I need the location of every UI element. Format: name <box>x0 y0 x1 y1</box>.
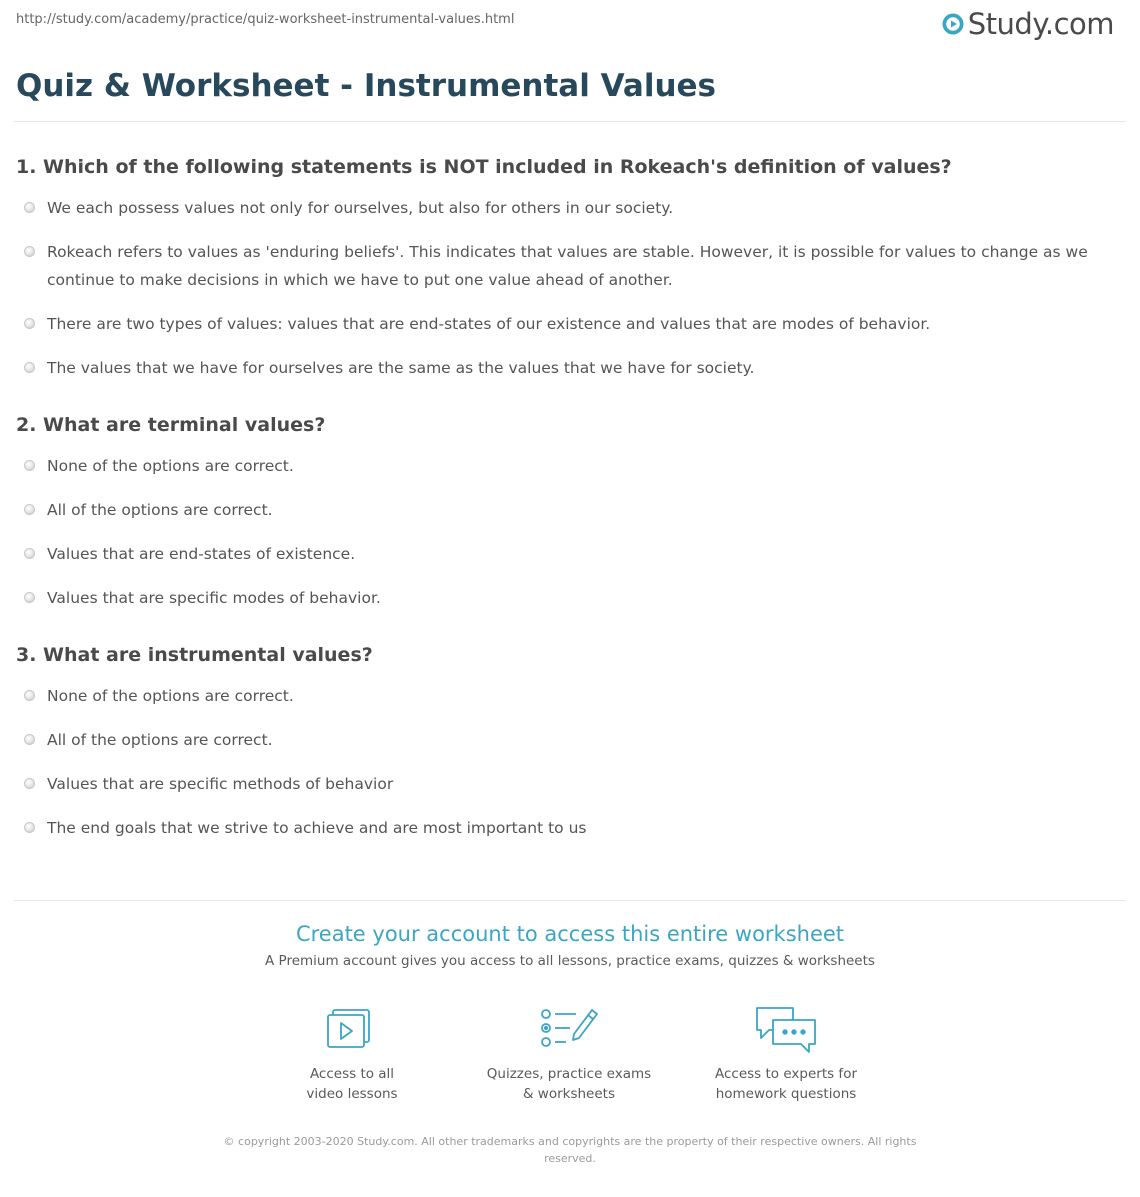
feature-label: Access to experts for homework questions <box>714 1066 857 1102</box>
play-logo-icon <box>942 13 964 35</box>
cta-subtitle: A Premium account gives you access to all lessons, practice exams, quizzes & worksheets <box>265 953 875 969</box>
radio-button-icon[interactable] <box>24 362 35 373</box>
answer-option[interactable] <box>16 496 1124 524</box>
question-1 <box>16 154 1124 382</box>
answer-option[interactable] <box>16 814 1124 842</box>
answer-option[interactable] <box>16 452 1124 480</box>
question-text: 3. What are instrumental values? <box>16 644 373 666</box>
option-label: All of the options are correct. <box>47 501 273 519</box>
question-2 <box>16 412 1124 612</box>
video-lessons-icon <box>319 1004 385 1056</box>
question-3 <box>16 642 1124 842</box>
radio-button-icon[interactable] <box>24 246 35 257</box>
feature-label: Access to all video lessons <box>306 1066 398 1102</box>
answer-option[interactable] <box>16 726 1124 754</box>
answer-option[interactable] <box>16 238 1124 294</box>
feature-label: Quizzes, practice exams & worksheets <box>486 1066 652 1102</box>
feature-quizzes <box>469 1004 669 1104</box>
radio-button-icon[interactable] <box>24 690 35 701</box>
question-text: 1. Which of the following statements is NOT included in Rokeach's definition of values? <box>16 156 952 178</box>
radio-button-icon[interactable] <box>24 504 35 515</box>
radio-button-icon[interactable] <box>24 318 35 329</box>
option-label: We each possess values not only for ourselves, but also for others in our society. <box>47 199 674 217</box>
chat-bubbles-icon <box>753 1004 819 1056</box>
radio-button-icon[interactable] <box>24 202 35 213</box>
option-label: None of the options are correct. <box>47 687 294 705</box>
page-title: Quiz & Worksheet - Instrumental Values <box>16 68 717 104</box>
option-label: All of the options are correct. <box>47 731 273 749</box>
option-label: The end goals that we strive to achieve and are most important to us <box>47 819 587 837</box>
answer-option[interactable] <box>16 540 1124 568</box>
question-list <box>16 154 1124 872</box>
answer-option[interactable] <box>16 194 1124 222</box>
quiz-checklist-icon <box>536 1004 602 1056</box>
feature-experts <box>686 1004 886 1104</box>
radio-button-icon[interactable] <box>24 548 35 559</box>
answer-option[interactable] <box>16 584 1124 612</box>
option-label: Values that are end-states of existence. <box>47 545 356 563</box>
title-divider <box>14 121 1126 122</box>
question-text: 2. What are terminal values? <box>16 414 326 436</box>
answer-option[interactable] <box>16 682 1124 710</box>
answer-options <box>16 682 1124 842</box>
answer-options <box>16 452 1124 612</box>
create-account-link[interactable]: Create your account to access this entire worksheet <box>295 922 845 946</box>
answer-option[interactable] <box>16 310 1124 338</box>
option-label: There are two types of values: values that are end-states of our existence and values that are modes of behavior. <box>47 315 931 333</box>
option-label: The values that we have for ourselves are the same as the values that we have for society. <box>47 359 755 377</box>
footer-copyright: © copyright 2003-2020 Study.com. All other trademarks and copyrights are the property of their respective owners. All rights reserved. <box>223 1135 917 1165</box>
logo-text: Study.com <box>967 7 1114 41</box>
radio-button-icon[interactable] <box>24 460 35 471</box>
radio-button-icon[interactable] <box>24 734 35 745</box>
top-bar <box>0 0 1140 50</box>
answer-option[interactable] <box>16 354 1124 382</box>
radio-button-icon[interactable] <box>24 778 35 789</box>
option-label: Values that are specific modes of behavior. <box>47 589 381 607</box>
option-label: Values that are specific methods of behavior <box>47 775 394 793</box>
radio-button-icon[interactable] <box>24 822 35 833</box>
answer-options <box>16 194 1124 382</box>
study-logo[interactable] <box>942 6 1114 42</box>
answer-option[interactable] <box>16 770 1124 798</box>
cta-divider <box>14 900 1126 901</box>
page-url: http://study.com/academy/practice/quiz-worksheet-instrumental-values.html <box>16 12 515 27</box>
option-label: None of the options are correct. <box>47 457 294 475</box>
radio-button-icon[interactable] <box>24 592 35 603</box>
option-label: Rokeach refers to values as 'enduring beliefs'. This indicates that values are stable. However, it is possible for values to change as we continue to make decisions in which we have to put one value ahead of another. <box>47 243 1088 289</box>
feature-video-lessons <box>252 1004 452 1104</box>
